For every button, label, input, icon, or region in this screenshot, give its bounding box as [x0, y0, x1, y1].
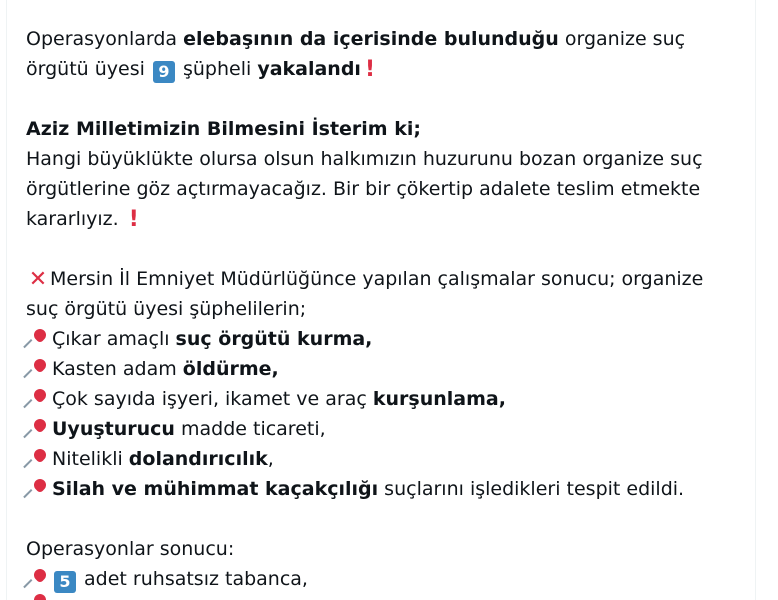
text-span: örgütü üyesi [26, 58, 151, 80]
p2-line3 [26, 204, 736, 234]
list-item: Silah ve mühimmat kaçakçılığı suçlarını işledikleri tespit edildi. [26, 474, 736, 504]
list-item: Çok sayıda işyeri, ikamet ve araç kurşunlama, [26, 384, 736, 414]
p2-heading: Aziz Milletimizin Bilmesini İsterim ki; [26, 118, 421, 140]
pushpin-icon [26, 477, 50, 499]
p2-line2: örgütlerine göz açtırmayacağız. Bir bir çökertip adalete teslim etmekte [26, 178, 701, 200]
p3-line1 [26, 264, 736, 294]
bold-span: elebaşının da içerisinde bulunduğu [183, 28, 559, 50]
pushpin-icon [34, 594, 46, 600]
red-exclamation-icon: ! [364, 57, 375, 82]
text-span: Mersin İl Emniyet Müdürlüğünce yapılan çalışmalar sonucu; organize [50, 268, 704, 290]
p2-line1: Hangi büyüklükte olursa olsun halkımızın huzurunu bozan organize suç [26, 148, 703, 170]
text-span: Operasyonlarda [26, 28, 184, 50]
pushpin-icon [26, 447, 50, 469]
list-item: Nitelikli dolandırıcılık, [26, 444, 736, 474]
p1-line1 [26, 24, 736, 54]
post-text [26, 24, 736, 594]
list-item: Kasten adam öldürme, [26, 354, 736, 384]
pushpin-icon [26, 327, 50, 349]
bold-span: yakalandı [257, 58, 361, 80]
cut-off-next-line [26, 594, 146, 600]
text-span: organize suç [558, 28, 686, 50]
pushpin-icon [26, 417, 50, 439]
keycap-number-icon: 9 [153, 61, 175, 83]
red-exclamation-icon: ! [128, 207, 139, 232]
list-item: Uyuşturucu madde ticareti, [26, 414, 736, 444]
list-item [26, 564, 736, 594]
red-x-icon: ✕ [28, 267, 48, 292]
p3-line2: suç örgütü üyesi şüphelilerin; [26, 298, 307, 320]
text-span: adet ruhsatsız tabanca, [78, 568, 308, 590]
pushpin-icon [26, 357, 50, 379]
p1-line2 [26, 54, 736, 84]
keycap-number-icon: 5 [54, 571, 76, 593]
pushpin-icon [26, 387, 50, 409]
text-span: kararlıyız. [26, 208, 125, 230]
p4-heading: Operasyonlar sonucu: [26, 538, 235, 560]
pushpin-icon [26, 567, 50, 589]
list-item: Çıkar amaçlı suç örgütü kurma, [26, 324, 736, 354]
text-span: şüpheli [176, 58, 258, 80]
